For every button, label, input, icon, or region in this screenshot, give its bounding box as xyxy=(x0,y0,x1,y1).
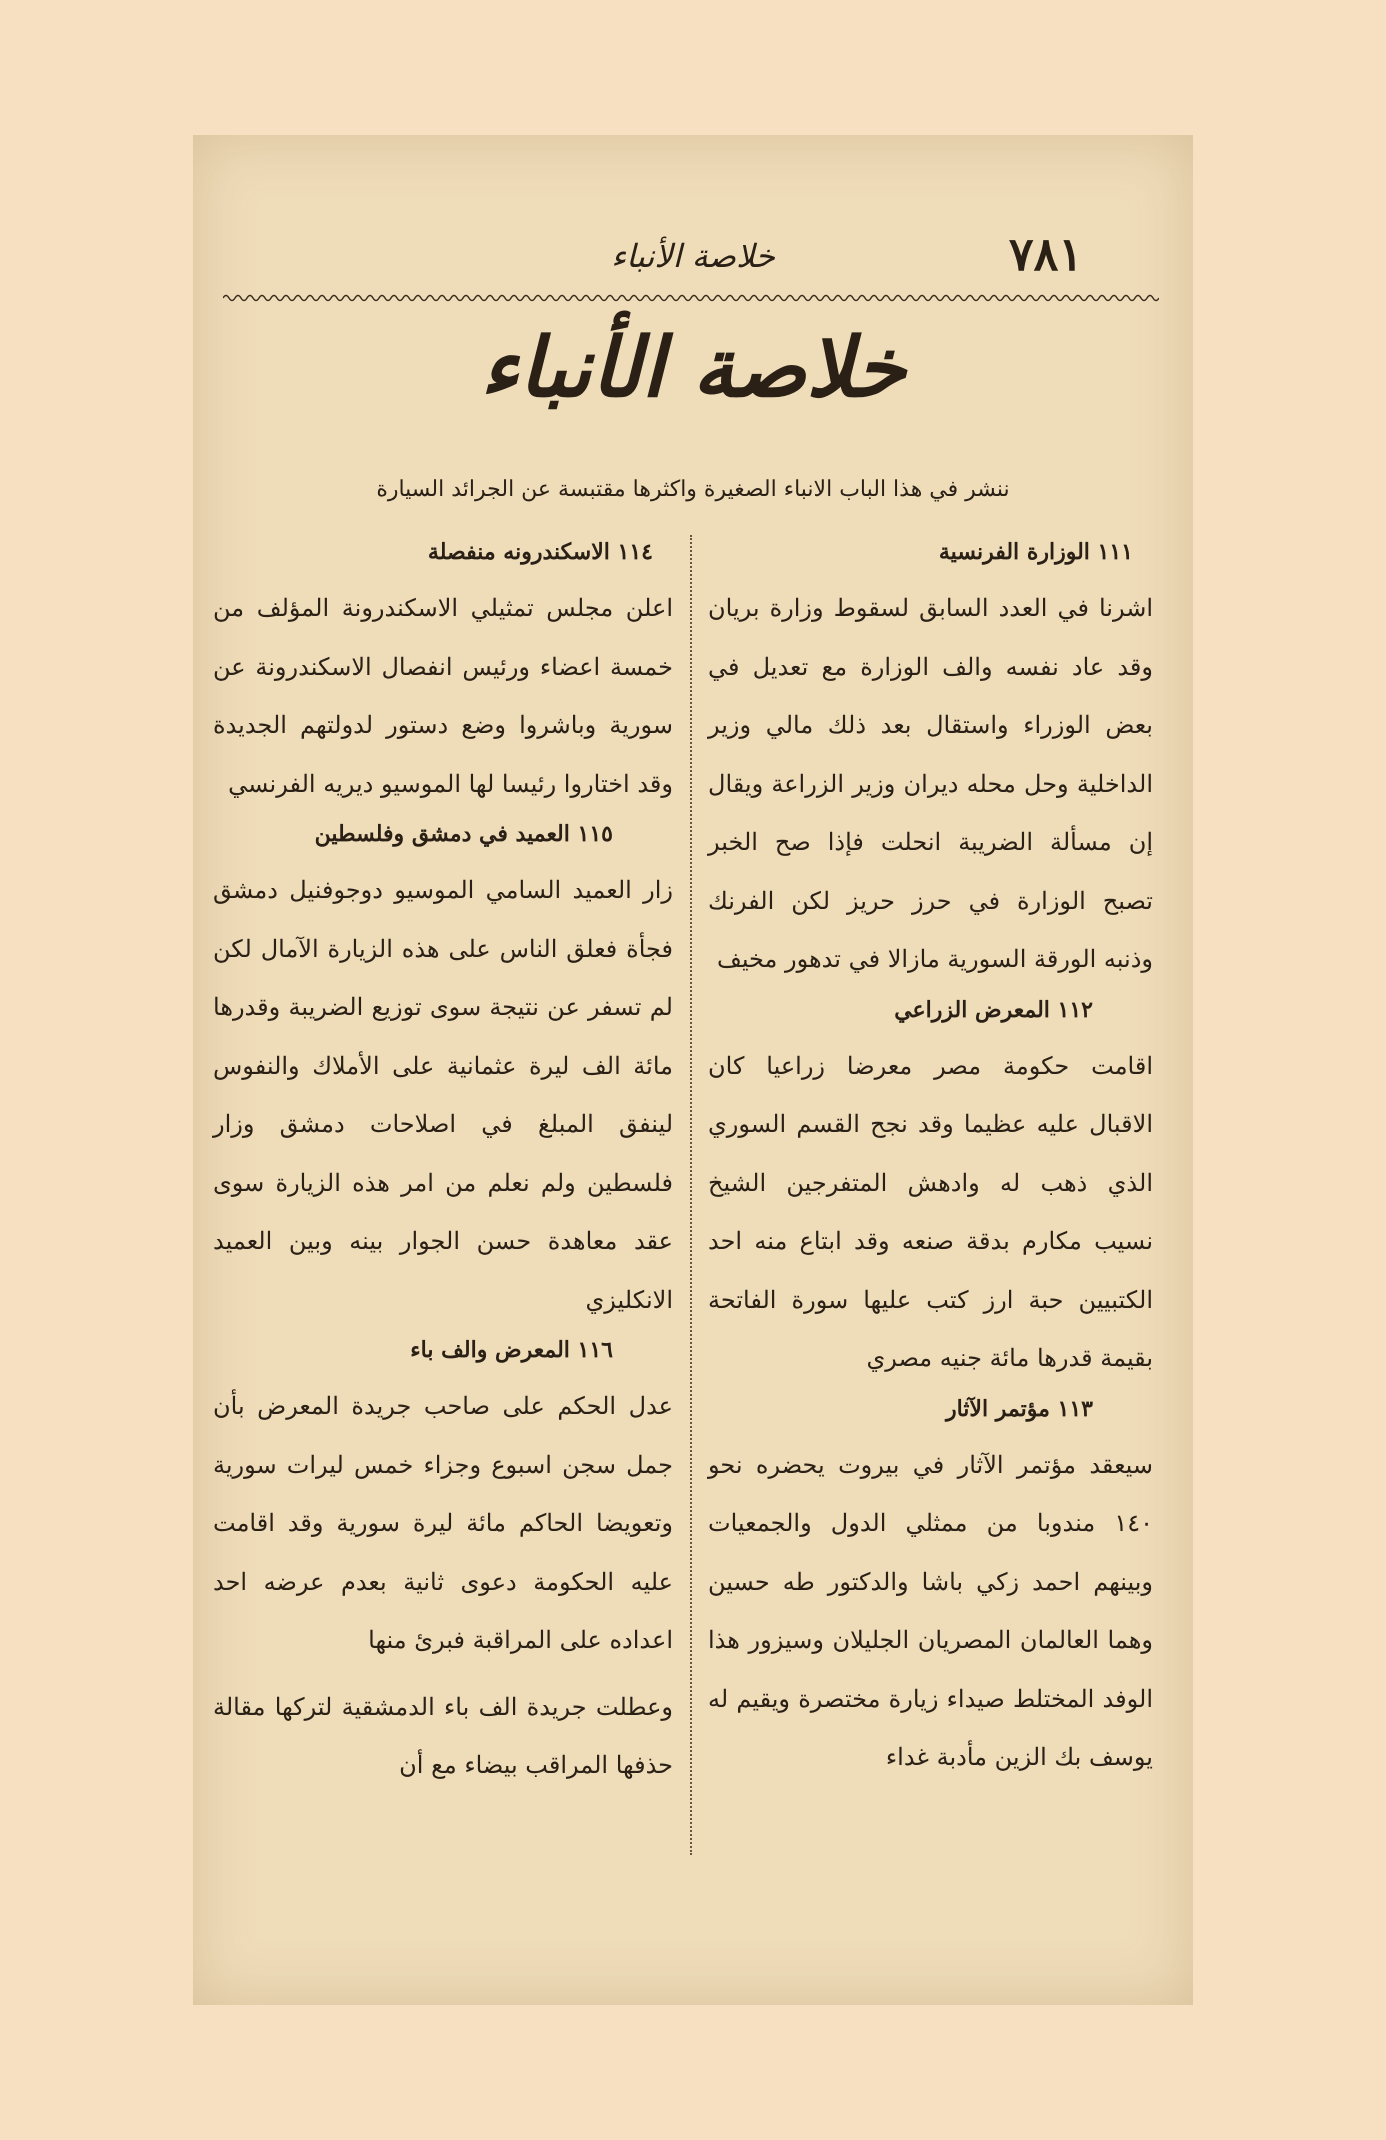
wavy-rule xyxy=(223,293,1159,303)
item-heading: ١١٢ المعرض الزراعي xyxy=(894,996,1093,1023)
item-text: زار العميد السامي الموسيو دوجوفنيل دمشق فجأة فعلق الناس على هذه الزيارة الآمال لكن لم تسفر عن نتيجة سوى توزيع الضريبة وقدرها مائة الف ليرة عثمانية على الأملاك والنفوس لينفق المبلغ في اصلاحات دمشق وزار فلسطين ولم نعلم من امر هذه الزيارة سوى عقد معاهدة حسن الجوار بينه وبين العميد الانكليزي xyxy=(213,876,673,1314)
item-heading: ١١١ الوزارة الفرنسية xyxy=(938,539,1133,565)
newspaper-page xyxy=(193,135,1193,2005)
masthead-title: خلاصة الأنباء xyxy=(480,320,906,416)
item-text: اقامت حكومة مصر معرضا زراعيا كان الاقبال عليه عظيما وقد نجح القسم السوري الذي ذهب له وادهش المتفرجين الشيخ نسيب مكارم بدقة صنعه وقد ابتاع منه احد الكتبيين حبة ارز كتب عليها سورة الفاتحة بقيمة قدرها مائة جنيه مصري xyxy=(708,1051,1153,1372)
right-column xyxy=(708,535,1153,1795)
item-heading: ١١٥ العميد في دمشق وفلسطين xyxy=(314,821,613,847)
item-text: عدل الحكم على صاحب جريدة المعرض بأن جمل سجن اسبوع وجزاء خمس ليرات سورية وتعويضا الحاكم مائة ليرة سورية وقد اقامت عليه الحكومة دعوى ثانية بعدم عرضه احد اعداده على المراقبة فبرئ منها xyxy=(213,1392,673,1654)
item-heading: ١١٦ المعرض والف باء xyxy=(410,1337,613,1363)
running-header: خلاصة الأنباء xyxy=(611,237,775,275)
item-text: وعطلت جريدة الف باء الدمشقية لتركها مقالة حذفها المراقب بيضاء مع أن xyxy=(213,1692,673,1779)
item-text: اعلن مجلس تمثيلي الاسكندرونة المؤلف من خمسة اعضاء ورئيس انفصال الاسكندرونة عن سورية وباشروا وضع دستور لدولتهم الجديدة وقد اختاروا رئيسا لها الموسيو ديريه الفرنسي xyxy=(213,594,673,798)
column-divider xyxy=(690,535,692,1855)
intro-line: ننشر في هذا الباب الانباء الصغيرة واكثرها مقتبسة عن الجرائد السيارة xyxy=(376,477,1010,502)
item-text: اشرنا في العدد السابق لسقوط وزارة بريان وقد عاد نفسه والف الوزارة مع تعديل في بعض الوزراء واستقال بعد ذلك مالي وزير الداخلية وحل محله ديران وزير الزراعة ويقال إن مسألة الضريبة انحلت فإذا صح الخبر تصبح الوزارة في حرز حريز لكن الفرنك وذنبه الورقة السورية مازالا في تدهور مخيف xyxy=(708,594,1153,973)
item-heading: ١١٤ الاسكندرونه منفصلة xyxy=(427,539,653,565)
item-heading: ١١٣ مؤتمر الآثار xyxy=(945,1395,1093,1422)
item-text: سيعقد مؤتمر الآثار في بيروت يحضره نحو ١٤٠ مندوبا من ممثلي الدول والجمعيات وبينهم احمد زكي باشا والدكتور طه حسين وهما العالمان المصريان الجليلان وسيزور هذا الوفد المختلط صيداء زيارة مختصرة ويقيم له يوسف بك الزين مأدبة غداء xyxy=(708,1450,1153,1771)
page-number: ٧٨١ xyxy=(1008,227,1083,281)
left-column xyxy=(213,535,673,1803)
